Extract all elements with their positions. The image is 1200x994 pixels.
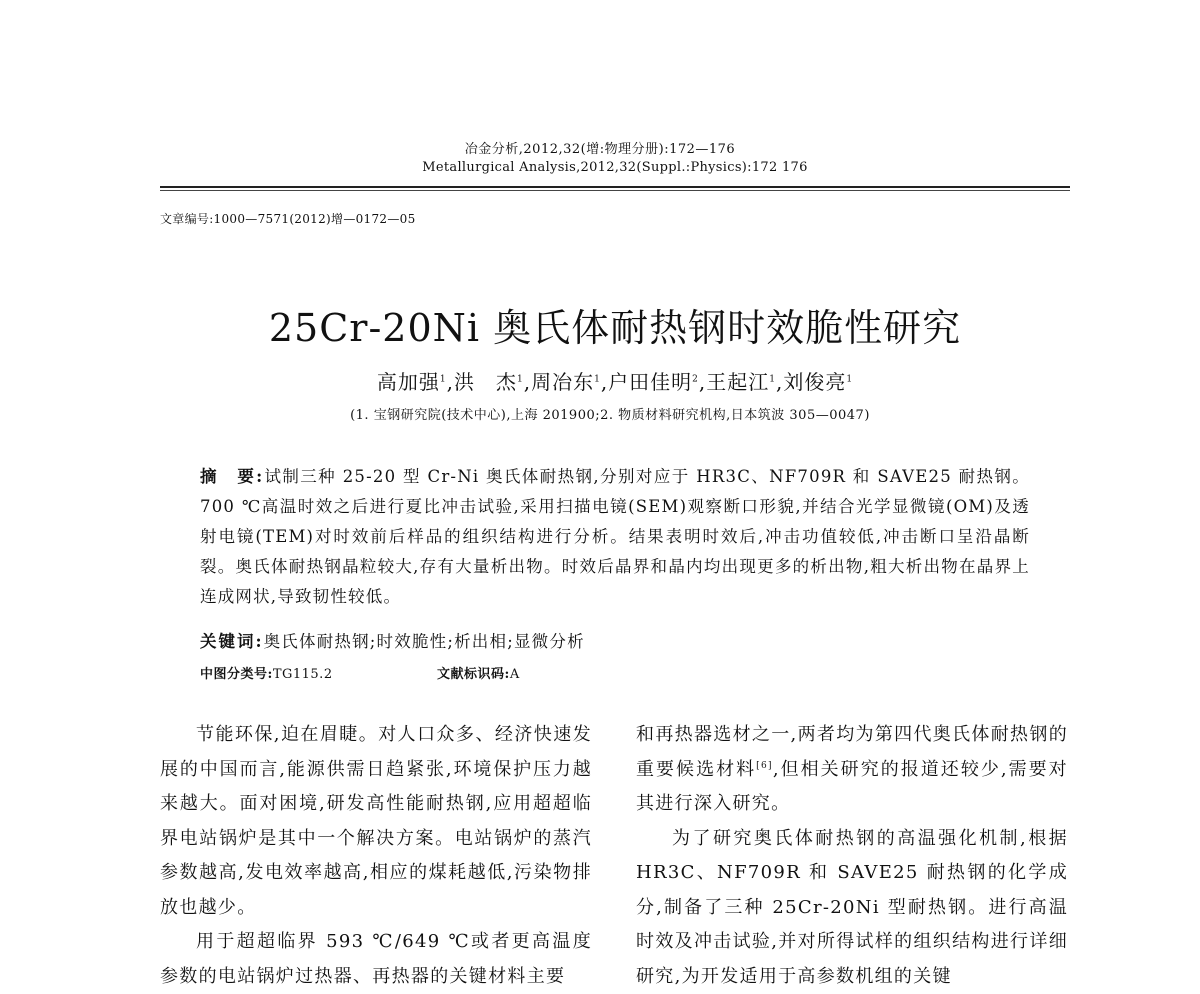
clc-label: 中图分类号: (200, 667, 273, 682)
classification-line (200, 663, 1030, 682)
clc-value: TG115.2 (273, 667, 333, 682)
header-rule-thick (160, 186, 1070, 188)
affiliation: (1. 宝钢研究院(技术中心),上海 201900;2. 物质材料研究机构,日本筑波 305—0047) (0, 404, 1200, 423)
document-code (437, 663, 520, 682)
author-name: 洪 杰 (454, 370, 517, 394)
body-text: ,但相关研究的报道还较少,需要对其进行深入研究。 (636, 759, 1068, 815)
article-number: 文章编号:1000—7571(2012)增—0172—05 (160, 210, 416, 227)
author-list: 高加强$^1$,洪 杰$^1$,周冶东$^1$,户田佳明$^2$,王起江$^1$,刘俊亮$^1$ (0, 366, 1200, 395)
keywords (200, 628, 1030, 652)
author-name: 高加强 (377, 370, 440, 394)
keywords-text: 奥氏体耐热钢;时效脆性;析出相;显微分析 (264, 632, 585, 651)
journal-header-cn: 冶金分析,2012,32(增:物理分册):172—176 (0, 138, 1200, 157)
author-affiliation-mark: 1 (769, 374, 776, 384)
author-affiliation-mark: 1 (440, 374, 447, 384)
journal-header-en: Metallurgical Analysis,2012,32(Suppl.:Physics):172 176 (0, 160, 1200, 175)
author-name: 周冶东 (531, 370, 594, 394)
body-column-right (636, 718, 1068, 994)
author-affiliation-mark: 1 (517, 374, 524, 384)
author-name: 刘俊亮 (783, 370, 846, 394)
doc-code-value: A (510, 667, 520, 682)
doc-code-label: 文献标识码: (437, 667, 510, 682)
header-rule-thin (160, 190, 1070, 191)
body-column-left (160, 718, 592, 994)
body-paragraph: 用于超超临界 593 ℃/649 ℃或者更高温度参数的电站锅炉过热器、再热器的关键材料主要 (160, 925, 592, 994)
author-affiliation-mark: 1 (846, 374, 853, 384)
citation-ref: [6] (756, 761, 773, 771)
author-name: 王起江 (706, 370, 769, 394)
abstract (200, 462, 1030, 612)
body-paragraph: 为了研究奥氏体耐热钢的高温强化机制,根据 HR3C、NF709R 和 SAVE25 耐热钢的化学成分,制备了三种 25Cr-20Ni 型耐热钢。进行高温时效及冲击试验,并对所得试样的组织结构进行详细研究,为开发适用于高参数机组的关键 (636, 822, 1068, 994)
keywords-label: 关键词: (200, 632, 264, 651)
author-affiliation-mark: 2 (692, 374, 699, 384)
paper-title: 25Cr-20Ni 奥氏体耐热钢时效脆性研究 (0, 297, 1200, 352)
body-text: 和再热器选材之一,两者均为第四代奥氏体耐热钢的重要候选材料 (636, 724, 1068, 780)
abstract-label: 摘 要: (200, 467, 264, 486)
abstract-text: 试制三种 25-20 型 Cr-Ni 奥氏体耐热钢,分别对应于 HR3C、NF709R 和 SAVE25 耐热钢。700 ℃高温时效之后进行夏比冲击试验,采用扫描电镜(SEM)观察断口形貌,并结合光学显微镜(OM)及透射电镜(TEM)对时效前后样品的组织结构进行分析。结果表明时效后,冲击功值较低,冲击断口呈沿晶断裂。奥氏体耐热钢晶粒较大,存有大量析出物。时效后晶界和晶内均出现更多的析出物,粗大析出物在晶界上连成网状,导致韧性较低。 (200, 467, 1030, 606)
body-paragraph: 节能环保,迫在眉睫。对人口众多、经济快速发展的中国而言,能源供需日趋紧张,环境保护压力越来越大。面对困境,研发高性能耐热钢,应用超超临界电站锅炉是其中一个解决方案。电站锅炉的蒸汽参数越高,发电效率越高,相应的煤耗越低,污染物排放也越少。 (160, 718, 592, 925)
author-affiliation-mark: 1 (594, 374, 601, 384)
body-paragraph (636, 718, 1068, 822)
author-name: 户田佳明 (608, 370, 692, 394)
